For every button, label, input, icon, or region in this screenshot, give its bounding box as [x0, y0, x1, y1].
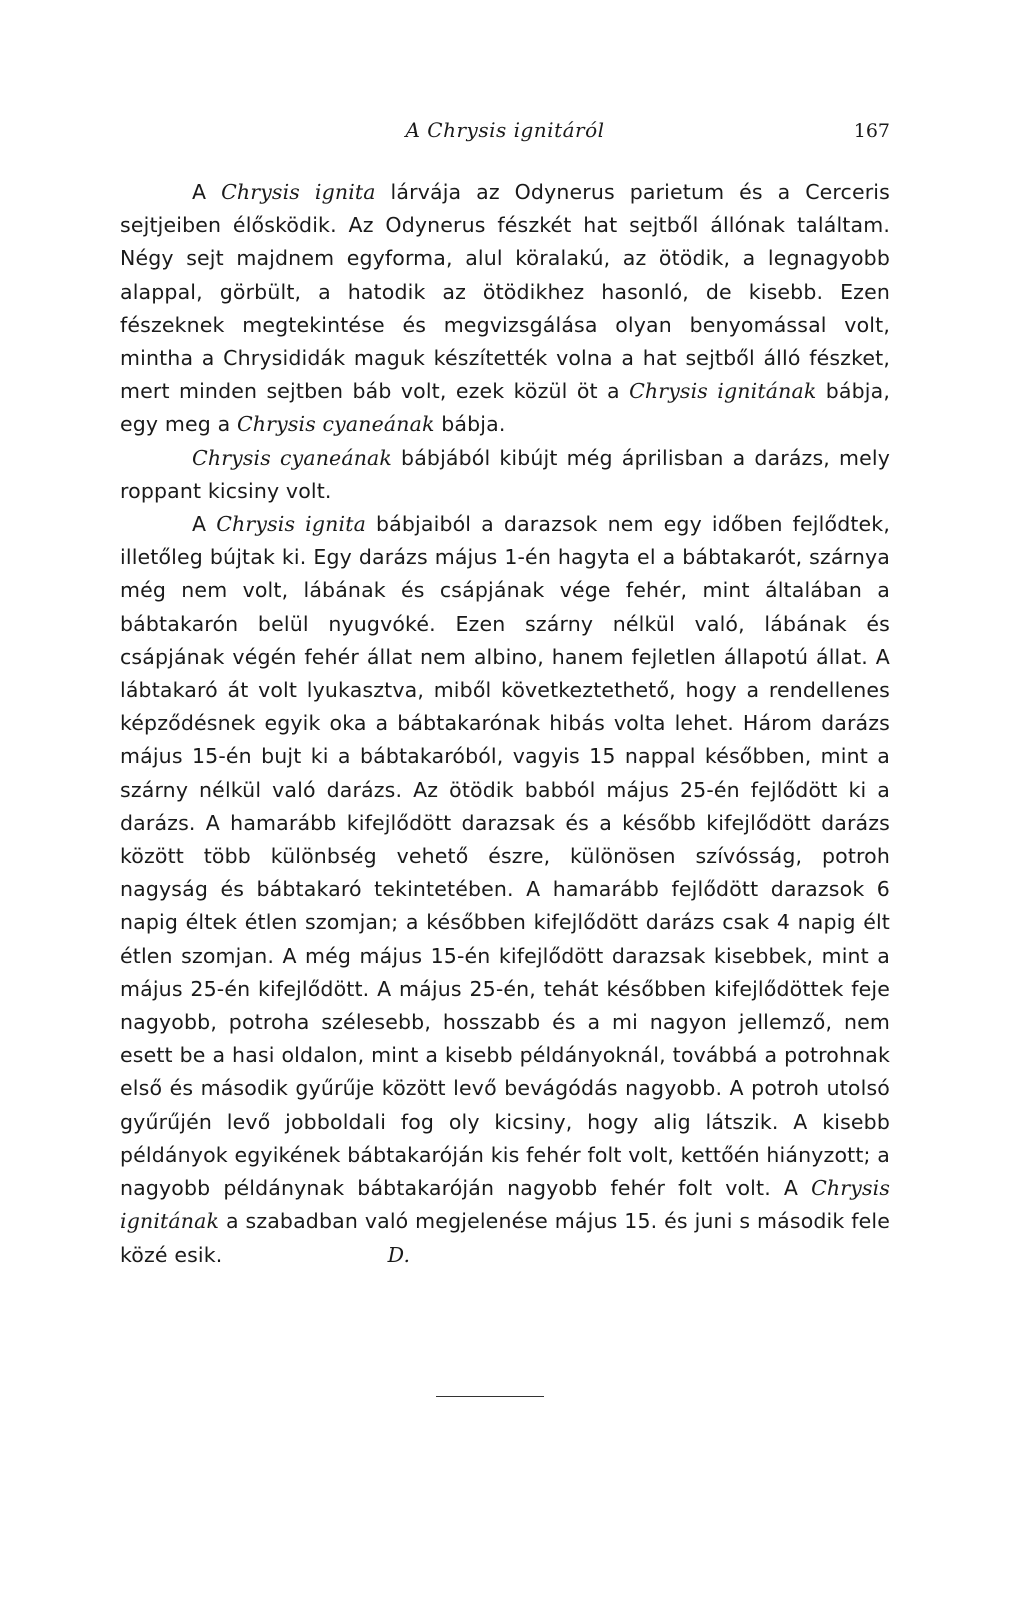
text-run: bábja, egy meg a	[120, 379, 890, 437]
running-title: A Chrysis ignitáról	[405, 118, 605, 142]
paragraph	[120, 442, 890, 508]
italic-species-name: Chrysis ignitának	[629, 379, 817, 404]
italic-species-name: Chrysis cyaneának	[236, 412, 435, 437]
text-run: bábjából kibújt még áprilisban a darázs, mely roppant kicsiny volt.	[120, 445, 890, 503]
end-rule	[436, 1396, 544, 1397]
italic-species-name: Chrysis cyaneának	[192, 445, 392, 470]
text-run: A	[192, 180, 222, 204]
page-header	[120, 118, 890, 148]
italic-species-name: Chrysis ignita	[216, 512, 366, 537]
paragraph	[120, 508, 890, 1272]
author-signature: D.	[387, 1242, 411, 1267]
text-run: a szabadban való megjelenése május 15. és juni s második fele közé esik.	[120, 1209, 890, 1267]
text-run: bábjaiból a darazsok nem egy időben fejlődtek, illetőleg bújtak ki. Egy darázs május 1-én hagyta el a bábtakarót, szárnya még nem volt, lábának és csápjának vége fehér, mint általában a bábtakarón belül nyugvóké. Ezen szárny nélkül való, lábának és csápjának végén fehér állat nem albino, hanem fejletlen állapotú állat. A lábtakaró át volt lyukasztva, miből következtethető, hogy a rendellenes képződésnek egyik oka a bábtakarónak hibás volta lehet. Három darázs május 15-én bujt ki a bábtakaróból, vagyis 15 nappal későbben, mint a szárny nélkül való darázs. Az ötödik babból május 25-én fejlődött ki a darázs. A hamarább kifejlődött darazsak és a később kifejlődött darázs között több különbség vehető észre, különösen szívósság, potroh nagyság és bábtakaró tekintetében. A hamarább fejlődött darazsok 6 napig éltek étlen szomjan; a későbben kifejlődött darázs csak 4 napig élt étlen szomjan. A még május 15-én kifejlődött darazsak kisebbek, mint a május 25-én kifejlődött. A május 25-én, tehát későbben kifejlődöttek feje nagyobb, potroha szélesebb, hosszabb és a mi nagyon jellemző, nem esett be a hasi oldalon, mint a kisebb példányoknál, továbbá a potrohnak első és második gyűrűje között levő bevágódás nagyobb. A potroh utolsó gyűrűjén levő jobboldali fog oly kicsiny, hogy alig látszik. A kisebb példányok egyikének bábtakaróján kis fehér folt volt, kettőén hiányzott; a nagyobb példánynak bábtakaróján nagyobb fehér folt volt. A	[120, 512, 890, 1201]
text-run: lárvája az Odynerus parietum és a Cerceris sejtjeiben élősködik. Az Odynerus fészkét hat sejtből állónak találtam. Négy sejt majdnem egyforma, alul köralakú, az ötödik, a legnagyobb alappal, görbült, a hatodik az ötödikhez hasonló, de kisebb. Ezen fészeknek megtekintése és megvizsgálása olyan benyomással volt, mintha a Chrysididák maguk készítették volna a hat sejtből álló fészket, mert minden sejtben báb volt, ezek közül öt a	[120, 180, 890, 404]
italic-species-name: Chrysis ignitának	[120, 1176, 890, 1234]
text-run: A	[192, 512, 217, 537]
text-run: bábja.	[434, 412, 506, 437]
article-body	[120, 176, 890, 1272]
paragraph	[120, 176, 890, 442]
page-number: 167	[853, 120, 890, 142]
italic-species-name: Chrysis ignita	[221, 180, 376, 204]
